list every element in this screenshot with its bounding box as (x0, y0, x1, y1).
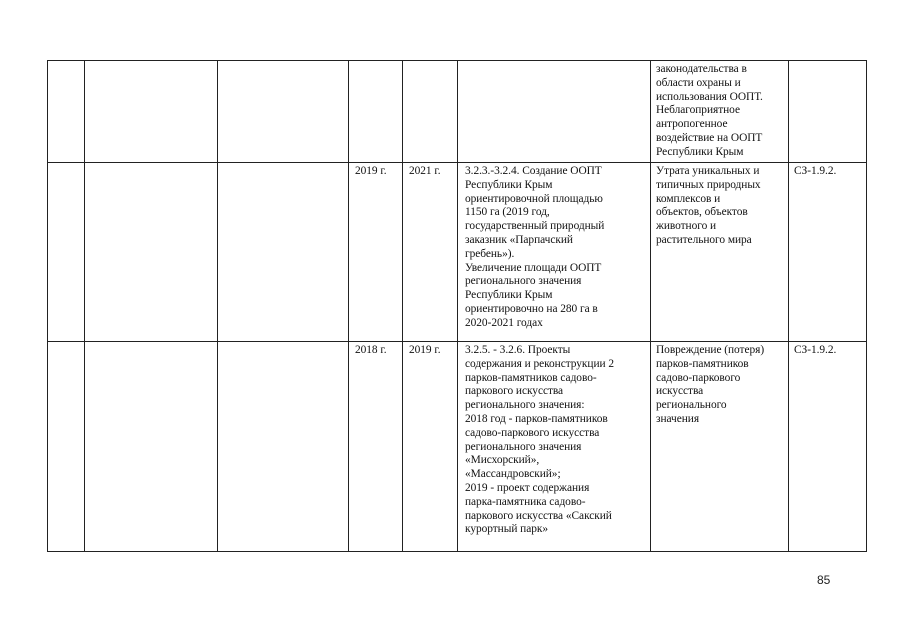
document-table (47, 60, 867, 552)
column-divider (47, 60, 48, 552)
column-divider (217, 60, 218, 552)
column-divider (866, 60, 867, 552)
row2-code: СЗ-1.9.2. (794, 344, 837, 356)
column-divider (402, 60, 403, 552)
row1-consequence: Утрата уникальных и типичных природных комплексов и объектов, объектов животного и растительного мира (656, 165, 761, 246)
row2-consequence: Повреждение (потеря) парков-памятников садово-паркового искусства регионального значения (656, 344, 765, 425)
row1-code: СЗ-1.9.2. (794, 165, 837, 177)
column-divider (84, 60, 85, 552)
row1-year-end: 2021 г. (409, 165, 441, 177)
row0-consequence: законодательства в области охраны и использования ООПТ. Неблагоприятное антропогенное воздействие на ООПТ Республики Крым (656, 63, 763, 158)
row1-year-start: 2019 г. (355, 165, 387, 177)
row2-year-end: 2019 г. (409, 344, 441, 356)
column-divider (788, 60, 789, 552)
column-divider (348, 60, 349, 552)
row1-measure: 3.2.3.-3.2.4. Создание ООПТ Республики Крым ориентировочной площадью 1150 га (2019 год, государственный природный заказник «Парпачский гребень»). Увеличение площади ООПТ регионального значения Республики Крым ориентировочно на 280 га в 2020-2021 годах (465, 165, 605, 329)
row2-measure: 3.2.5. - 3.2.6. Проекты содержания и реконструкции 2 парков-памятников садово- паркового искусства регионального значения: 2018 год - парков-памятников садово-паркового искусства регионального значения «Мисхорский», «Массандровский»; 2019 - проект содержания парка-памятника садово- паркового искусства «Сакский курортный парк» (465, 344, 614, 536)
row2-year-start: 2018 г. (355, 344, 387, 356)
column-divider (650, 60, 651, 552)
column-divider (457, 60, 458, 552)
page-number: 85 (817, 573, 831, 587)
